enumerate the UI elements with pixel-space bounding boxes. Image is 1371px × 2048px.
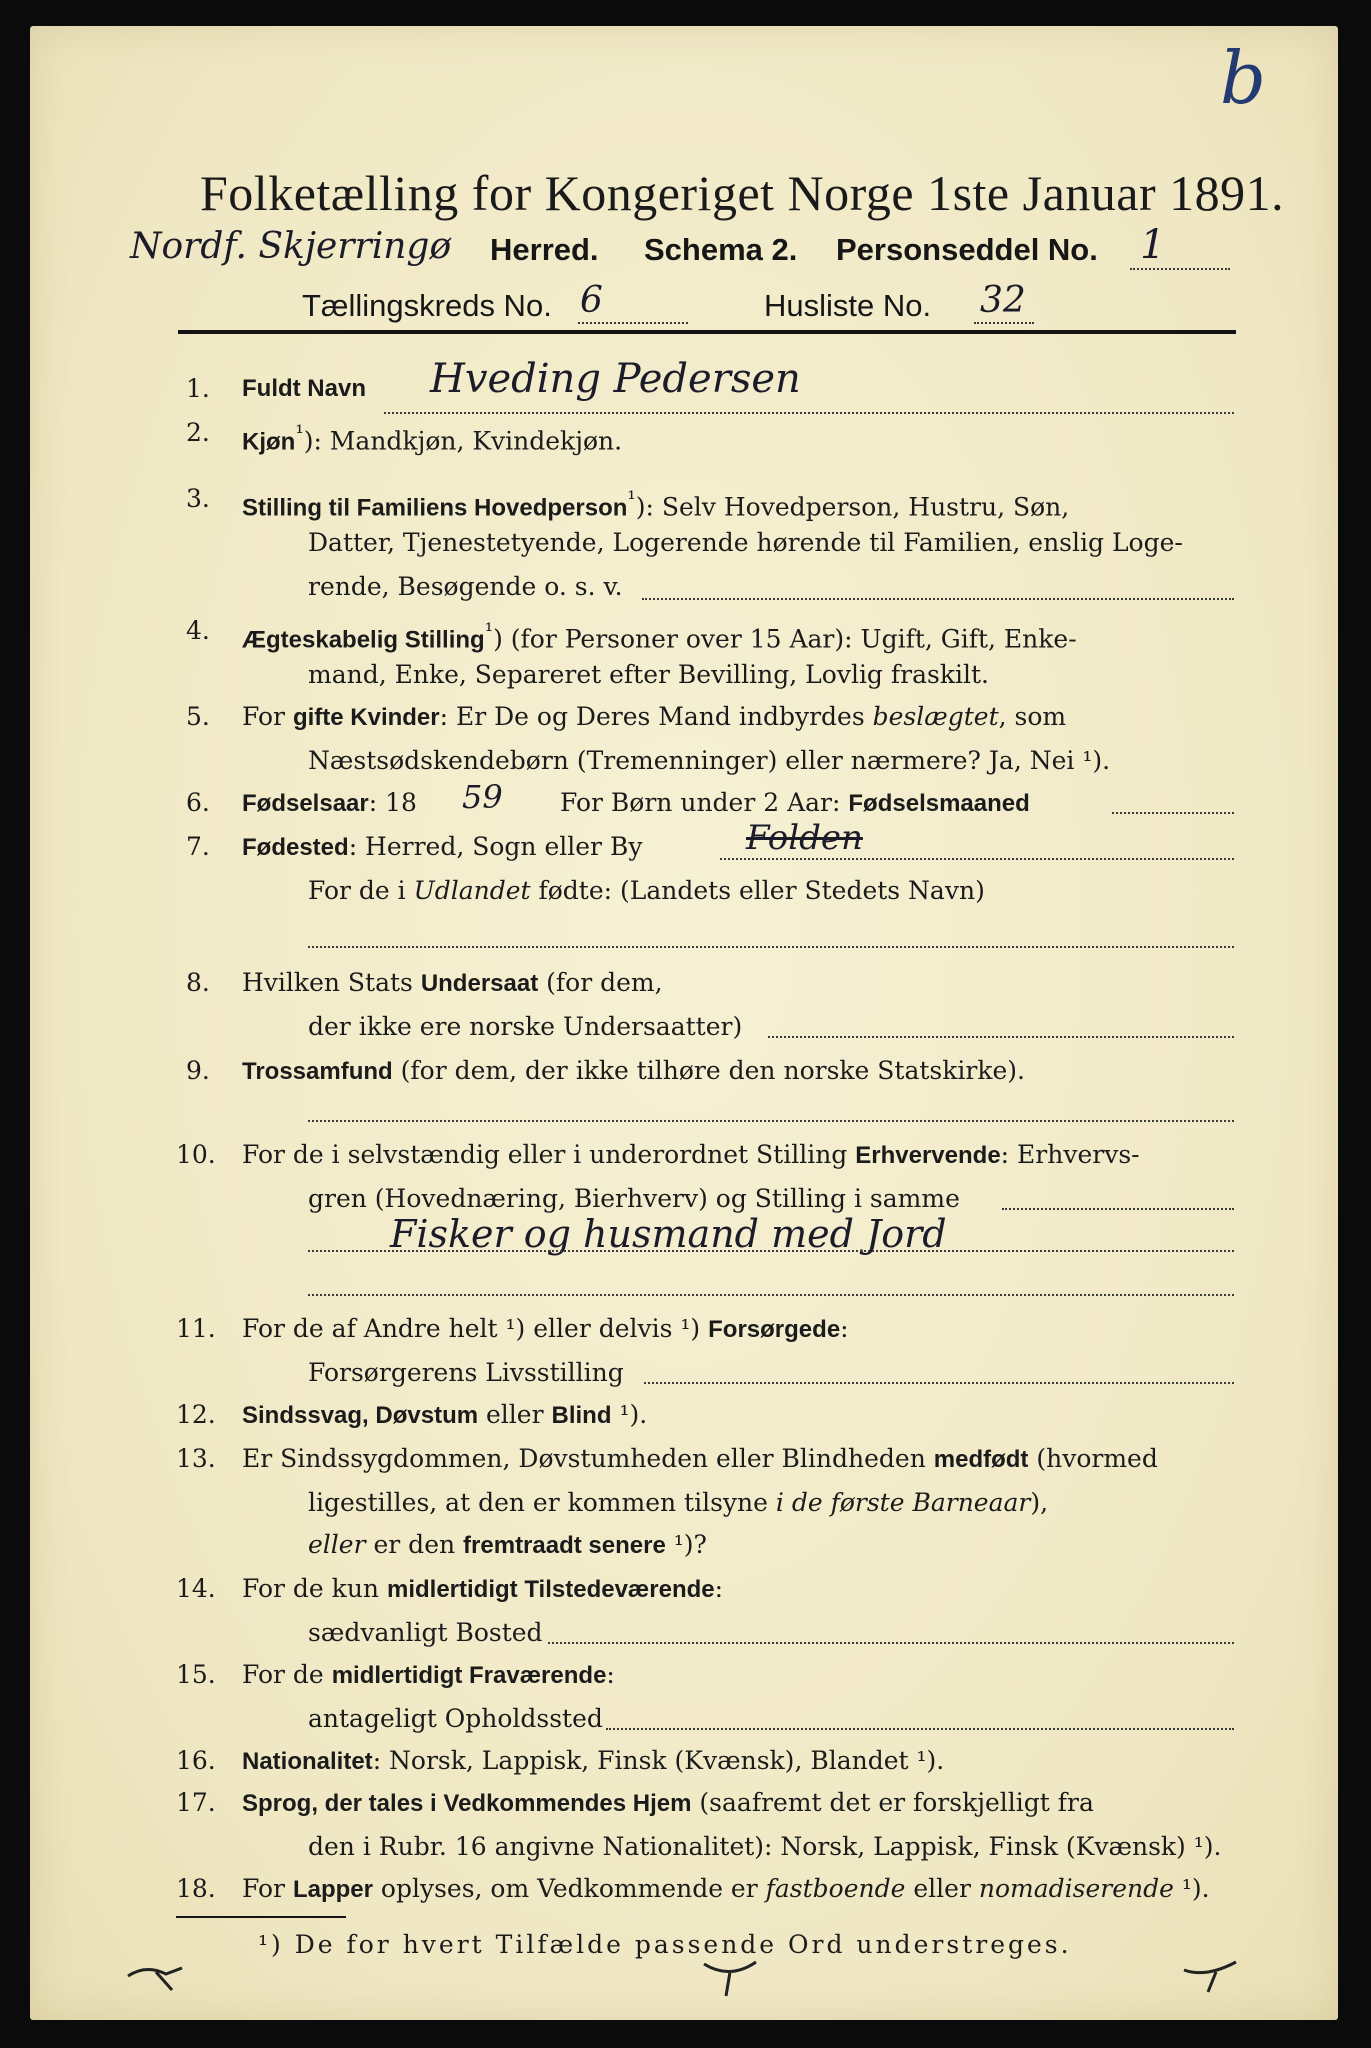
field-10-row [30, 1134, 1338, 1176]
herred-label: Herred. [490, 232, 599, 267]
field-7-line-2-italic: Udlandet [413, 876, 531, 905]
field-18-text-d: ¹). [1173, 1874, 1210, 1903]
field-13-label: medfødt [933, 1446, 1029, 1473]
bottom-left-ornament-icon [126, 1956, 186, 1996]
field-6-child-text: For Børn under 2 Aar: [560, 788, 849, 817]
field-9-label: Trossamfund [242, 1058, 393, 1085]
field-18-text-c: eller [905, 1874, 979, 1903]
field-18-number: 18. [176, 1874, 216, 1903]
field-11-row [30, 1308, 1338, 1350]
field-15-line-2 [30, 1698, 1338, 1740]
field-16-text: : Norsk, Lappisk, Finsk (Kvænsk), Blandet ¹). [372, 1746, 945, 1775]
field-6-number: 6. [186, 788, 210, 817]
field-3-dotted-line [642, 598, 1234, 600]
field-15-row [30, 1654, 1338, 1696]
field-3-footnote-mark: ¹ [627, 487, 636, 511]
kreds-label: Tællingskreds No. [302, 288, 552, 323]
field-7-label: Fødested [242, 834, 349, 861]
field-16-row [30, 1740, 1338, 1782]
herred-handwritten-value: Nordf. Skjerringø [130, 226, 452, 267]
field-14-number: 14. [176, 1574, 216, 1603]
field-4-row [30, 610, 1338, 652]
field-13-number: 13. [176, 1444, 216, 1473]
field-18-text-a: For [242, 1874, 293, 1903]
field-13-row [30, 1438, 1338, 1480]
husliste-label: Husliste No. [764, 288, 932, 323]
field-5-text-c: , som [998, 702, 1067, 731]
field-4-line-2-text: mand, Enke, Separeret efter Bevilling, Lovlig fraskilt. [308, 660, 989, 689]
field-8-label: Undersaat [420, 970, 539, 997]
field-2-label: Kjøn [242, 428, 296, 456]
field-5-line-2 [30, 740, 1338, 782]
field-15-line-2-text: antageligt Opholdssted [308, 1704, 603, 1733]
field-18-italic-2: nomadiserende [978, 1874, 1174, 1903]
field-11-number: 11. [176, 1314, 216, 1343]
field-9-number: 9. [186, 1056, 210, 1085]
field-15-text-b: : [606, 1660, 615, 1689]
field-2-row [30, 412, 1338, 454]
field-3-line-2-text: Datter, Tjenestetyende, Logerende hørende til Familien, enslig Loge- [308, 528, 1183, 557]
field-12-label: Sindssvag, Døvstum [242, 1402, 479, 1429]
field-6-dotted-line [1112, 812, 1234, 814]
census-form-sheet [30, 26, 1338, 2020]
field-11-line-2-text: Forsørgerens Livsstilling [308, 1358, 624, 1387]
field-6-prefix: : 18 [368, 788, 417, 817]
field-14-line-2 [30, 1612, 1338, 1654]
field-16-number: 16. [176, 1746, 216, 1775]
personseddel-value: 1 [1140, 222, 1166, 268]
field-18-row [30, 1868, 1338, 1910]
kreds-value: 6 [580, 280, 603, 321]
husliste-value: 32 [980, 280, 1026, 321]
field-8-line-2 [30, 1006, 1338, 1048]
field-11-label: Forsørgede [708, 1316, 841, 1343]
field-11-text-b: : [840, 1314, 849, 1343]
bottom-right-ornament-icon [1180, 1952, 1240, 1996]
field-8-dotted-line [768, 1036, 1234, 1038]
field-2-footnote-mark: ¹ [295, 421, 304, 445]
field-14-line-2-text: sædvanligt Bosted [308, 1618, 543, 1647]
field-5-label: gifte Kvinder [292, 704, 440, 731]
field-8-line-2-text: der ikke ere norske Undersaatter) [308, 1012, 743, 1041]
bottom-center-ornament-icon [700, 1950, 760, 2000]
header-rule [178, 330, 1236, 334]
kreds-dotted-line [578, 322, 688, 324]
field-13-line-3-a: er den [365, 1530, 464, 1559]
field-10-line-2-text: gren (Hovednæring, Bierhverv) og Stilling i samme [308, 1184, 960, 1213]
field-15-number: 15. [176, 1660, 216, 1689]
field-3-line-2 [30, 522, 1338, 564]
schema-label: Schema 2. [644, 232, 798, 267]
field-13-line-2-italic: i de første Barneaar [775, 1488, 1031, 1517]
field-6-birth-month-label: Fødselsmaaned [848, 790, 1030, 817]
field-11-dotted-line [644, 1382, 1234, 1384]
birth-year-value: 59 [462, 778, 503, 816]
husliste-dotted-line [974, 322, 1034, 324]
field-15-dotted-line [606, 1728, 1234, 1730]
field-10-text-a: For de i selvstændig eller i underordnet Stilling [242, 1140, 856, 1169]
field-7-dotted-line [720, 858, 1234, 860]
field-12-text-a: eller [478, 1400, 552, 1429]
field-10-label: Erhvervende [855, 1142, 1001, 1169]
field-14-row [30, 1568, 1338, 1610]
field-10-dotted-line-2 [308, 1250, 1234, 1252]
field-10-number: 10. [176, 1140, 216, 1169]
personseddel-dotted-line [1130, 268, 1230, 270]
field-5-italic: beslægtet [872, 702, 999, 731]
field-13-text-b: (hvormed [1028, 1444, 1158, 1473]
field-10-dotted-line-1 [1002, 1208, 1234, 1210]
field-9-dotted-line [308, 1120, 1234, 1122]
field-8-row [30, 962, 1338, 1004]
field-8-text-a: Hvilken Stats [242, 968, 421, 997]
field-1-label: Fuldt Navn [242, 375, 366, 402]
field-5-row [30, 696, 1338, 738]
field-17-text: (saafremt det er forskjelligt fra [691, 1788, 1094, 1817]
field-13-line-2-b: ), [1030, 1488, 1049, 1517]
field-12-label-2: Blind [551, 1402, 612, 1429]
field-5-text-a: For [242, 702, 293, 731]
field-11-text-a: For de af Andre helt ¹) eller delvis ¹) [242, 1314, 709, 1343]
field-14-dotted-line [548, 1642, 1234, 1644]
field-13-line-3-b: ¹)? [665, 1530, 707, 1559]
footnote-rule [176, 1916, 346, 1918]
field-13-text-a: Er Sindssygdommen, Døvstumheden eller Blindheden [242, 1444, 934, 1473]
field-12-text-b: ¹). [611, 1400, 648, 1429]
field-11-line-2 [30, 1352, 1338, 1394]
field-3-text: ): Selv Hovedperson, Hustru, Søn, [635, 492, 1070, 522]
field-13-line-2 [30, 1482, 1338, 1524]
field-12-number: 12. [176, 1400, 216, 1429]
field-13-line-2-a: ligestilles, at den er kommen tilsyne [308, 1488, 776, 1517]
field-7-line-2 [30, 870, 1338, 912]
field-10-text-b: : Erhvervs- [1000, 1140, 1140, 1169]
field-14-text-b: : [714, 1574, 724, 1603]
field-3-line-3 [30, 566, 1338, 608]
field-14-label: midlertidigt Tilstedeværende [386, 1576, 715, 1603]
field-6-label: Fødselsaar [242, 790, 369, 817]
field-5-line-2-text: Næstsødskendebørn (Tremenninger) eller nærmere? Ja, Nei ¹). [308, 746, 1111, 775]
field-2-text: ): Mandkjøn, Kvindekjøn. [303, 426, 623, 456]
field-13-line-3-label: fremtraadt senere [463, 1532, 666, 1559]
field-4-number: 4. [186, 616, 210, 645]
personseddel-label: Personseddel No. [836, 232, 1098, 267]
field-3-number: 3. [186, 484, 210, 513]
field-9-row [30, 1050, 1338, 1092]
field-3-row [30, 478, 1338, 520]
field-16-label: Nationalitet [242, 1748, 373, 1775]
field-7-line-2-a: For de i [308, 876, 414, 905]
field-18-italic-1: fastboende [765, 1874, 906, 1903]
field-15-text-a: For de [242, 1660, 332, 1689]
footnote: ¹) De for hvert Tilfælde passende Ord understreges. [258, 1930, 1072, 1959]
field-17-label: Sprog, der tales i Vedkommendes Hjem [242, 1790, 692, 1817]
field-7-number: 7. [186, 832, 210, 861]
birthplace-value: Folden [746, 818, 863, 858]
full-name-value: Hveding Pedersen [430, 356, 801, 402]
field-12-row [30, 1394, 1338, 1436]
field-14-text-a: For de kun [242, 1574, 387, 1603]
field-5-text-b: : Er De og Deres Mand indbyrdes [439, 702, 873, 731]
occupation-value: Fisker og husmand med Jord [390, 1212, 947, 1256]
field-7-foreign-dotted-line [308, 946, 1234, 948]
field-13-line-3 [30, 1524, 1338, 1566]
field-10-dotted-line-3 [308, 1294, 1234, 1296]
field-6-child-section [30, 782, 1338, 824]
field-17-line-2-text: den i Rubr. 16 angivne Nationalitet): Norsk, Lappisk, Finsk (Kvænsk) ¹). [308, 1832, 1222, 1861]
field-4-footnote-mark: ¹ [484, 619, 494, 643]
form-title: Folketælling for Kongeriget Norge 1ste Januar 1891. [200, 165, 1285, 221]
field-18-label: Lapper [292, 1876, 373, 1903]
field-3-label: Stilling til Familiens Hovedperson [242, 494, 628, 522]
field-9-text: (for dem, der ikke tilhøre den norske Statskirke). [392, 1056, 1025, 1085]
field-8-number: 8. [186, 968, 210, 997]
field-13-line-3-italic: eller [308, 1530, 366, 1559]
field-4-text: ) (for Personer over 15 Aar): Ugift, Gift, Enke- [493, 624, 1077, 654]
field-18-text-b: oplyses, om Vedkommende er [372, 1874, 766, 1903]
field-2-number: 2. [186, 418, 210, 447]
field-4-label: Ægteskabelig Stilling [242, 626, 485, 654]
field-4-line-2 [30, 654, 1338, 696]
field-17-row [30, 1782, 1338, 1824]
field-17-number: 17. [176, 1788, 216, 1817]
field-8-text-b: (for dem, [538, 968, 663, 997]
field-7-row [30, 826, 1338, 868]
field-7-text: : Herred, Sogn eller By [348, 832, 643, 861]
field-3-line-3-text: rende, Besøgende o. s. v. [308, 572, 623, 601]
field-5-number: 5. [186, 702, 210, 731]
field-15-label: midlertidigt Fraværende [331, 1662, 607, 1689]
field-17-line-2 [30, 1826, 1338, 1868]
field-7-line-2-b: fødte: (Landets eller Stedets Navn) [530, 876, 985, 905]
corner-handwritten-mark: b [1220, 36, 1267, 120]
field-1-number: 1. [186, 374, 210, 403]
